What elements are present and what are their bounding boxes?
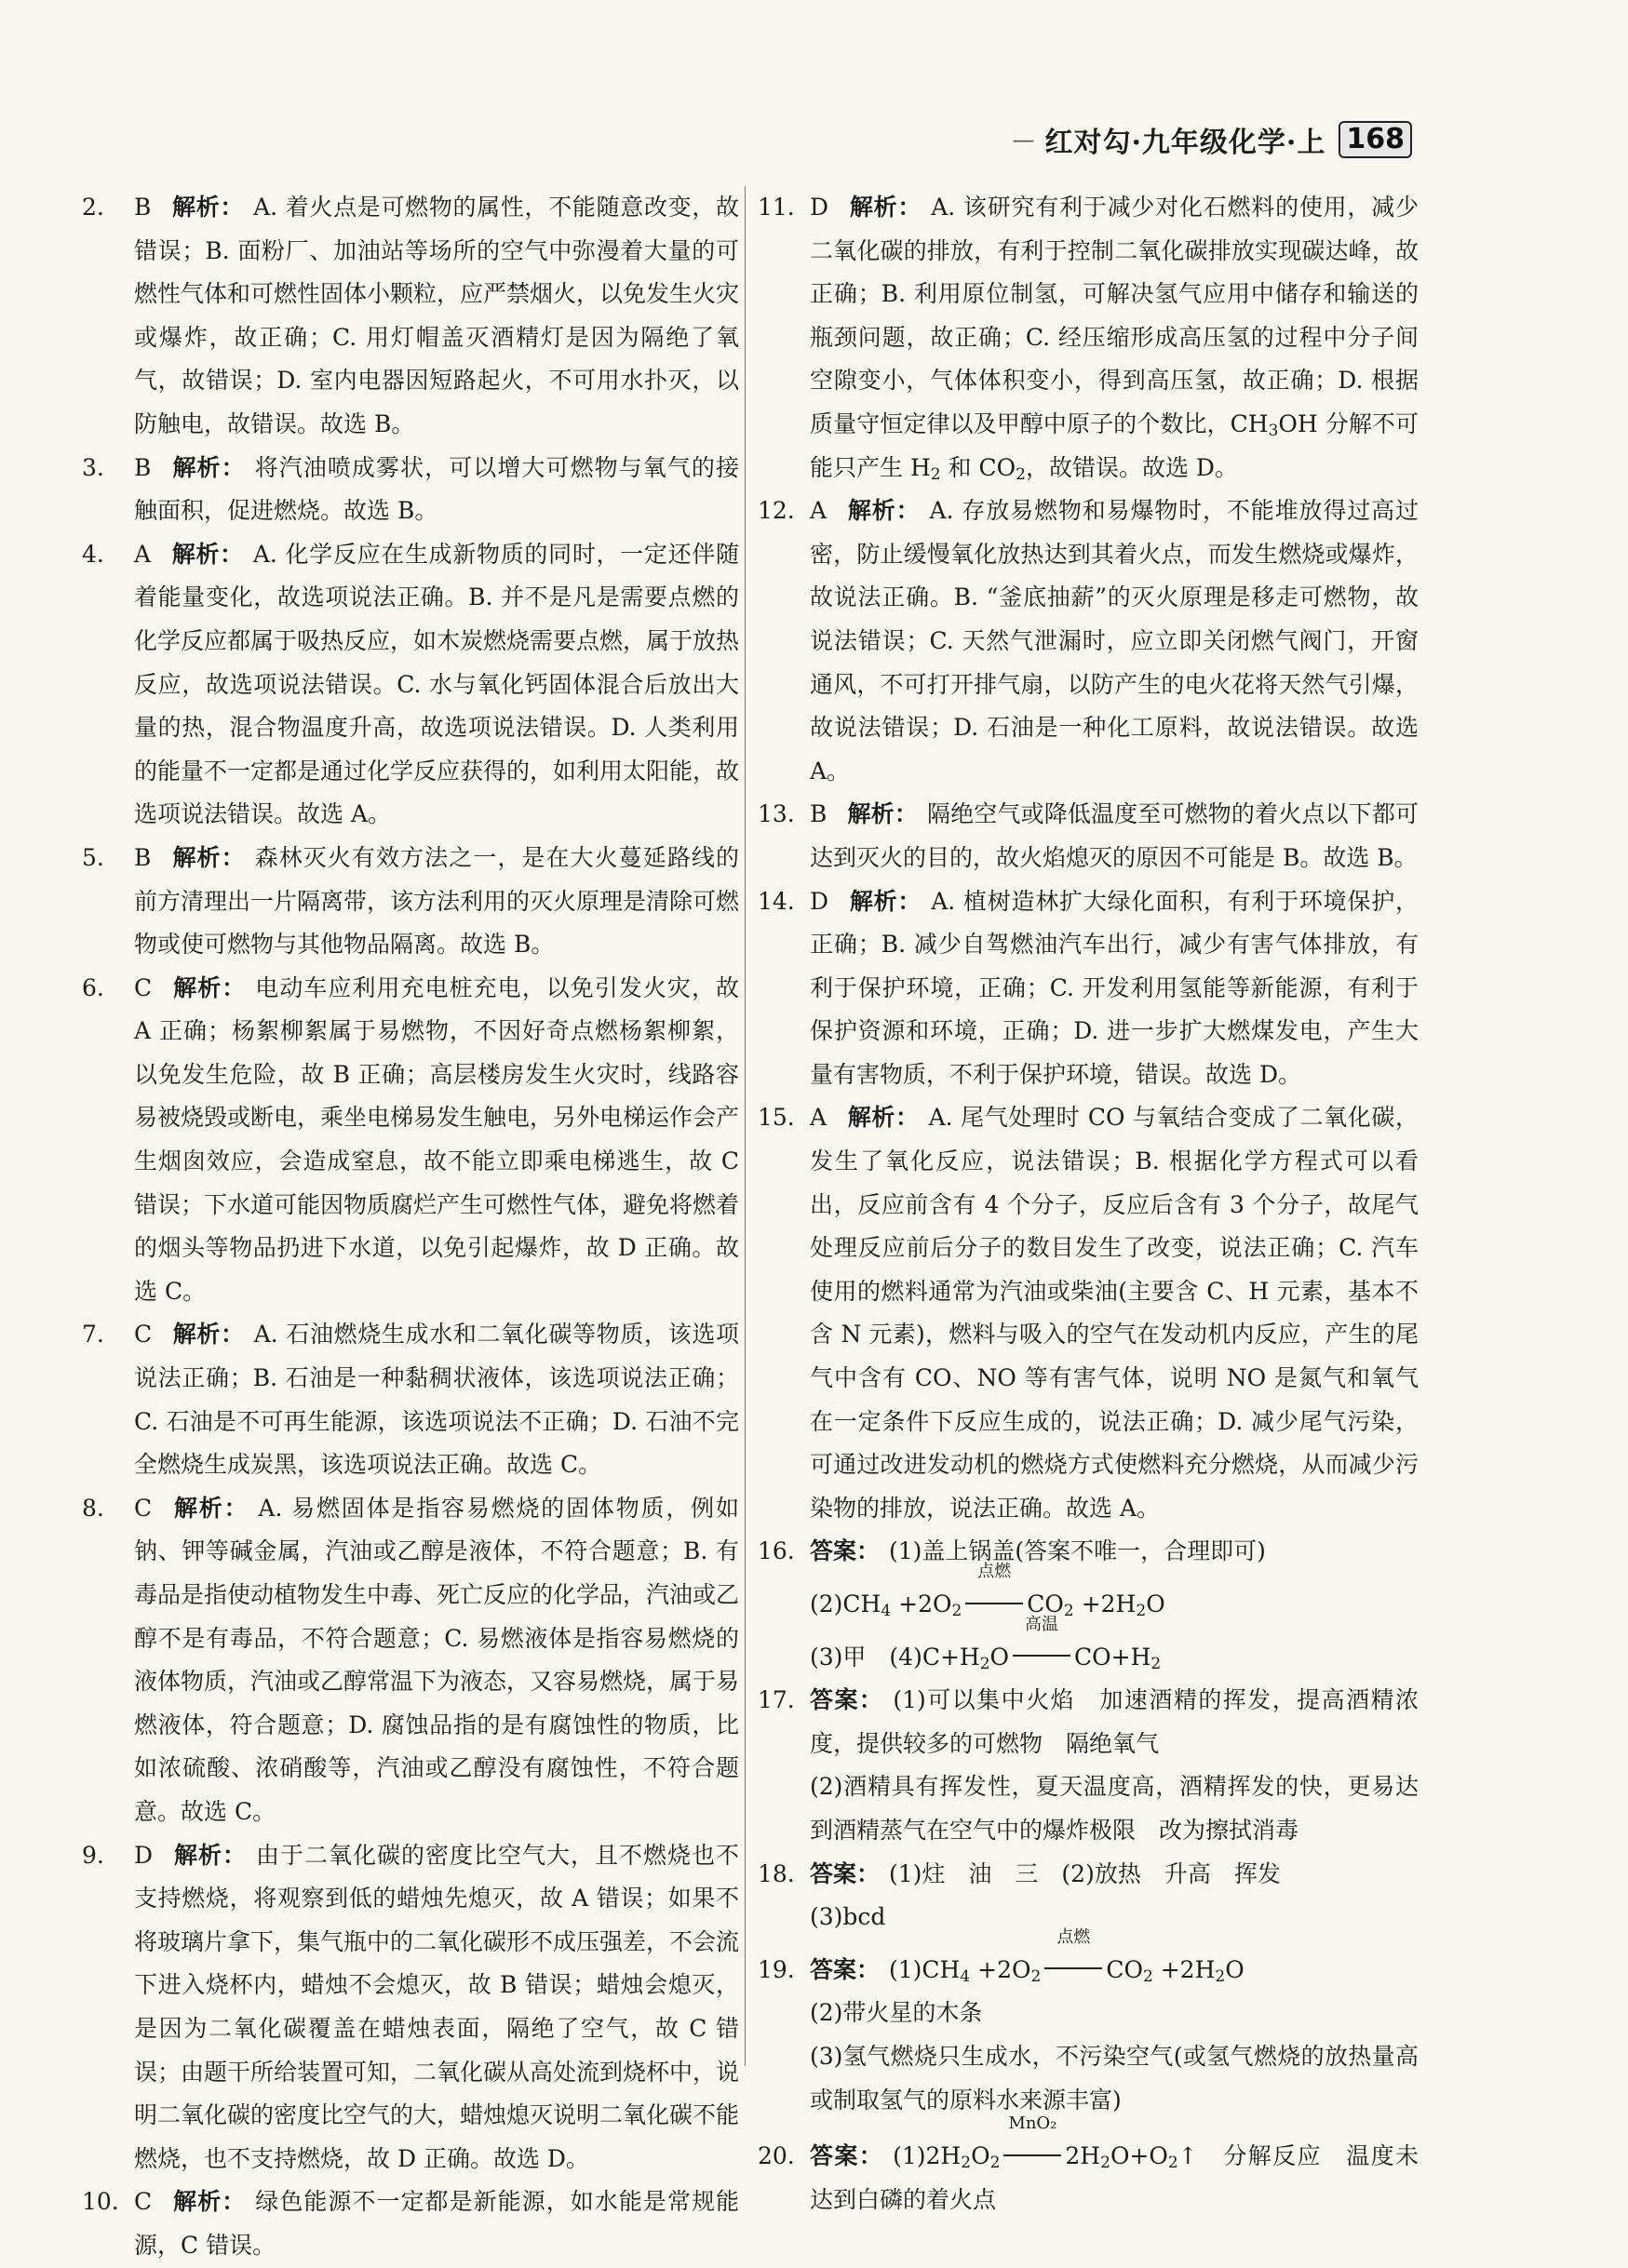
answer-label: 答案： — [810, 1537, 881, 1565]
analysis-text: 绿色能源不一定都是新能源，如水能是常规能源，C 错误。 — [134, 2188, 739, 2259]
item-number: 4. — [82, 540, 104, 568]
eq-text: +2O — [891, 1590, 952, 1617]
answer-letter: B — [134, 843, 152, 871]
answer-letter: D — [134, 1841, 154, 1869]
reaction-condition: 高温 — [1025, 1614, 1059, 1634]
item-number: 13. — [758, 800, 795, 828]
analysis-label: 解析： — [173, 1841, 248, 1869]
analysis-label: 解析： — [847, 497, 921, 525]
item-number: 20. — [758, 2142, 795, 2170]
answer-item-2 — [82, 186, 739, 447]
answer-label: 答案： — [810, 1686, 884, 1714]
analysis-label: 解析： — [171, 843, 246, 871]
answer-label: 答案： — [810, 2142, 884, 2170]
header-decoration: — — [1012, 127, 1032, 153]
analysis-label: 解析： — [171, 194, 245, 221]
answer-letter: A — [810, 1104, 827, 1132]
answer-letter: D — [810, 887, 829, 915]
analysis-text-cont: ，故错误。故选 D。 — [1025, 453, 1238, 481]
answer-item-20 — [758, 2114, 1419, 2221]
column-divider — [745, 186, 746, 2066]
answer-item-9 — [82, 1834, 739, 2181]
answer-item-16 — [758, 1530, 1419, 1679]
reaction-condition: 点燃 — [977, 1562, 1012, 1581]
answer-letter: A — [134, 540, 152, 568]
answer-letter: B — [134, 194, 152, 221]
analysis-text: A. 石油燃烧生成水和二氧化碳等物质，该选项说法正确；B. 石油是一种黏稠状液体，该选项说法正确；C. 石油是不可再生能源，该选项说法不正确；D. 石油不完全燃烧生成炭黑，该选项说法正确。故选 C。 — [134, 1321, 739, 1479]
item-number: 14. — [758, 887, 795, 915]
analysis-text: 将汽油喷成雾状，可以增大可燃物与氧气的接触面积，促进燃烧。故选 B。 — [134, 453, 739, 525]
subscript: 2 — [930, 464, 941, 484]
eq-text: +2H — [1073, 1590, 1137, 1617]
eq-text: O — [971, 2142, 990, 2170]
analysis-text: A. 着火点是可燃物的属性，不能随意改变，故错误；B. 面粉厂、加油站等场所的空气中弥漫着大量的可燃性气体和可燃性固体小颗粒，应严禁烟火，以免发生火灾或爆炸，故正确；C. 用灯帽盖灭酒精灯是因为隔绝了氧气，故错误；D. 室内电器因短路起火，不可用水扑灭，以防触电，故错误。故选 B。 — [134, 194, 740, 437]
reaction-arrow — [1011, 1614, 1072, 1680]
analysis-text: A. 化学反应在生成新物质的同时，一定还伴随着能量变化，故选项说法正确。B. 并不是凡是需要点燃的化学反应都属于吸热反应，如木炭燃烧需要点燃，属于放热反应，故选项说法错误。C. 水与氧化钙固体混合后放出大量的热，混合物温度升高，故选项说法错误。D. 人类利用的能量不一定都是通过化学反应获得的，如利用太阳能，故选项说法错误。故选 A。 — [134, 540, 740, 828]
subscript: 4 — [960, 1966, 971, 1986]
analysis-label: 解析： — [172, 2188, 247, 2216]
analysis-label: 解析： — [847, 800, 918, 828]
eq-text: 2H — [1065, 2142, 1101, 2170]
eq-text: CO+H — [1074, 1643, 1151, 1671]
analysis-text: A. 尾气处理时 CO 与氧结合变成了二氧化碳，发生了氧化反应，说法错误；B. 根据化学方程式可以看出，反应前含有 4 个分子，反应后含有 3 个分子，故尾气处理反应前后分子的数目发生了改变，说法正确；C. 汽车使用的燃料通常为汽油或柴油(主要含 C、H 元素，基本不含 N 元素)，燃料与吸入的空气在发动机内反应，产生的尾气中含有 CO、NO 等有害气体，说明 NO 是氮气和氧气在一定条件下反应生成的，说法正确；D. 减少尾气污染，可通过改进发动机的燃烧方式使燃料充分燃烧，从而减少污染物的排放，说法正确。故选 A。 — [810, 1104, 1419, 1522]
answer-item-14 — [758, 880, 1419, 1097]
analysis-text-cont: OH 分解不可能只产生 H — [810, 409, 1419, 481]
answer-item-17 — [758, 1679, 1419, 1852]
analysis-label: 解析： — [171, 540, 244, 568]
item-number: 3. — [82, 453, 104, 481]
answer-item-6 — [82, 967, 739, 1314]
answer-item-8 — [82, 1487, 739, 1834]
item-number: 19. — [758, 1955, 795, 1983]
item-number: 11. — [758, 194, 795, 221]
item-number: 8. — [82, 1494, 104, 1522]
item-number: 2. — [82, 194, 104, 221]
item-number: 6. — [82, 973, 104, 1001]
answer-item-18 — [758, 1853, 1419, 1939]
answer-equation — [810, 1614, 1419, 1680]
analysis-label: 解析： — [847, 1104, 920, 1132]
analysis-text: A. 植树造林扩大绿化面积，有利于环境保护，正确；B. 减少自驾燃油汽车出行，减少有害气体排放，有利于保护环境，正确；C. 开发利用氢能等新能源，有利于保护资源和环境，正确；D. 进一步扩大燃煤发电，产生大量有害物质，不利于保护环境，错误。故选 D。 — [810, 887, 1419, 1088]
answer-item-5 — [82, 837, 739, 967]
answer-item-12 — [758, 490, 1419, 793]
item-number: 17. — [758, 1686, 795, 1714]
eq-text: (3)甲 (4)C+H — [810, 1643, 980, 1671]
answer-letter: C — [134, 1494, 153, 1522]
subscript: 2 — [989, 2154, 1001, 2173]
answer-item-3 — [82, 447, 739, 533]
answer-item-7 — [82, 1313, 739, 1486]
item-number: 7. — [82, 1321, 104, 1349]
answer-item-15 — [758, 1096, 1419, 1530]
analysis-text: 森林灭火有效方法之一，是在大火蔓延路线的前方清理出一片隔离带，该方法利用的灭火原理是清除可燃物或使可燃物与其他物品隔离。故选 B。 — [134, 843, 740, 959]
eq-text: (2)CH — [810, 1590, 881, 1617]
answer-item-19 — [758, 1926, 1419, 2122]
eq-text: CO — [1106, 1955, 1143, 1983]
subscript: 2 — [1142, 1966, 1153, 1986]
eq-text: O — [1146, 1590, 1165, 1617]
answer-letter: D — [810, 194, 829, 221]
reaction-condition: MnO₂ — [1008, 2114, 1057, 2134]
page-number: 168 — [1339, 121, 1412, 158]
answer-letter: C — [134, 973, 153, 1001]
reaction-arrow — [1002, 2114, 1063, 2179]
item-number: 5. — [82, 843, 104, 871]
book-title: 红对勾·九年级化学·上 — [1044, 127, 1326, 159]
eq-text: O — [1225, 1955, 1245, 1983]
answer-letter: A — [810, 497, 827, 525]
item-number: 18. — [758, 1859, 795, 1887]
answer-letter: C — [134, 2188, 153, 2216]
eq-text: +2O — [970, 1955, 1031, 1983]
item-number: 16. — [758, 1537, 795, 1565]
analysis-label: 解析： — [172, 973, 247, 1001]
eq-text: O — [989, 1643, 1010, 1671]
analysis-label: 解析： — [172, 1321, 245, 1349]
subscript: 2 — [1215, 1966, 1226, 1986]
analysis-label: 解析： — [172, 1494, 249, 1522]
answer-item-13 — [758, 793, 1419, 879]
answer-part: (1)炷 油 三 (2)放热 升高 挥发 — [889, 1859, 1281, 1887]
answer-part: (1)盖上锅盖(答案不唯一，合理即可) — [889, 1537, 1266, 1565]
right-column — [758, 186, 1419, 2221]
analysis-label: 解析： — [849, 194, 922, 221]
eq-text: CO — [1027, 1590, 1064, 1617]
answer-label: 答案： — [810, 1955, 881, 1983]
subscript: 4 — [881, 1602, 892, 1620]
subscript: 2 — [1063, 1602, 1074, 1620]
item-number: 9. — [82, 1841, 104, 1869]
analysis-text: A. 该研究有利于减少对化石燃料的使用，减少二氧化碳的排放，有利于控制二氧化碳排放实现碳达峰，故正确；B. 利用原位制氢，可解决氢气应用中储存和输送的瓶颈问题，故正确；C. 经压缩形成高压氢的过程中分子间空隙变小，气体体积变小，得到高压氢，故正确；D. 根据质量守恒定律以及甲醇中原子的个数比，CH — [810, 194, 1419, 437]
item-number: 12. — [758, 497, 795, 525]
analysis-text: A. 存放易燃物和易爆物时，不能堆放得过高过密，防止缓慢氧化放热达到其着火点，而发生燃烧或爆炸，故说法正确。B. “釜底抽薪”的灭火原理是移走可燃物，故说法错误；C. 天然气泄漏时，应立即关闭燃气阀门，开窗通风，不可打开排气扇，以防产生的电火花将天然气引爆，故说法错误；D. 石油是一种化工原料，故说法错误。故选 A。 — [810, 497, 1419, 785]
answer-item-11 — [758, 186, 1419, 490]
reaction-arrow — [1043, 1926, 1104, 1993]
analysis-text: 电动车应利用充电桩充电，以免引发火灾，故 A 正确；杨絮柳絮属于易燃物，不因好奇点燃杨絮柳絮，以免发生危险，故 B 正确；高层楼房发生火灾时，线路容易被烧毁或断电，乘坐电梯易发生触电，另外电梯运作会产生烟囱效应，会造成窒息，故不能立即乘电梯逃生，故 C 错误；下水道可能因物质腐烂产生可燃性气体，避免将燃着的烟头等物品扔进下水道，以免引起爆炸，故 D 正确。故选 C。 — [134, 973, 740, 1305]
analysis-text: A. 易燃固体是指容易燃烧的固体物质，例如钠、钾等碱金属，汽油或乙醇是液体，不符合题意；B. 有毒品是指使动植物发生中毒、死亡反应的化学品，汽油或乙醇不是有毒品，不符合题意；C. 易燃液体是指容易燃烧的液体物质，汽油或乙醇常温下为液态，又容易燃烧，属于易燃液体，符合题意；D. 腐蚀品指的是有腐蚀性的物质，比如浓硫酸、浓硝酸等，汽油或乙醇没有腐蚀性，不符合题意。故选 C。 — [134, 1494, 740, 1825]
answer-item-4 — [82, 533, 739, 837]
subscript: 2 — [1150, 1654, 1162, 1673]
subscript: 2 — [1100, 2154, 1110, 2173]
reaction-condition: 点燃 — [1056, 1926, 1091, 1947]
left-column — [82, 186, 739, 2268]
subscript: 2 — [1016, 464, 1026, 484]
analysis-text: 由于二氧化碳的密度比空气大，且不燃烧也不支持燃烧，将观察到低的蜡烛先熄灭，故 A 错误；如果不将玻璃片拿下，集气瓶中的二氧化碳形不成压强差，不会流下进入烧杯内，蜡烛不会熄灭，故 B 错误；蜡烛会熄灭，是因为二氧化碳覆盖在蜡烛表面，隔绝了空气，故 C 错误；由题干所给装置可知，二氧化碳从高处流到烧杯中，说明二氧化碳的密度比空气的大，蜡烛熄灭说明二氧化碳不能燃烧，也不支持燃烧，故 D 正确。故选 D。 — [134, 1841, 740, 2172]
subscript: 2 — [979, 1654, 990, 1673]
page-header — [1012, 119, 1412, 160]
answer-letter: C — [134, 1321, 153, 1349]
subscript: 2 — [1167, 2154, 1178, 2173]
eq-text: (1)2H — [893, 2142, 962, 2170]
analysis-text: 隔绝空气或降低温度至可燃物的着火点以下都可达到灭火的目的，故火焰熄灭的原因不可能是 B。故选 B。 — [810, 800, 1419, 871]
answer-part: (3)bcd — [810, 1903, 886, 1931]
analysis-label: 解析： — [171, 453, 246, 481]
subscript: 3 — [1268, 421, 1279, 440]
answer-label: 答案： — [810, 1859, 881, 1887]
subscript: 2 — [951, 1602, 962, 1620]
subscript: 2 — [1030, 1966, 1042, 1986]
answer-part: (2)酒精具有挥发性，夏天温度高，酒精挥发的快，更易达到酒精蒸气在空气中的爆炸极限 改为擦拭消毒 — [810, 1773, 1419, 1844]
analysis-label: 解析： — [849, 887, 922, 915]
eq-text: +2H — [1152, 1955, 1216, 1983]
subscript: 2 — [961, 2154, 972, 2173]
subscript: 2 — [1136, 1602, 1147, 1620]
answer-letter: B — [134, 453, 152, 481]
eq-text: O+O — [1110, 2142, 1168, 2170]
analysis-text-cont: 和 CO — [940, 453, 1016, 481]
answer-part: (1)可以集中火焰 加速酒精的挥发，提高酒精浓度，提供较多的可燃物 隔绝氧气 — [810, 1686, 1419, 1757]
answer-letter: B — [810, 800, 827, 828]
answer-part: (2)带火星的木条 — [810, 1999, 983, 2027]
answer-equation — [810, 1562, 1419, 1627]
answer-part: (3)氢气燃烧只生成水，不污染空气(或氢气燃烧的放热量高或制取氢气的原料水来源丰富) — [810, 2042, 1419, 2114]
answer-item-10 — [82, 2181, 739, 2267]
item-number: 10. — [82, 2188, 119, 2216]
eq-text: ↑ 分解反应 温度未达到白磷的着火点 — [810, 2142, 1419, 2213]
item-number: 15. — [758, 1104, 795, 1132]
eq-text: (1)CH — [889, 1955, 961, 1983]
